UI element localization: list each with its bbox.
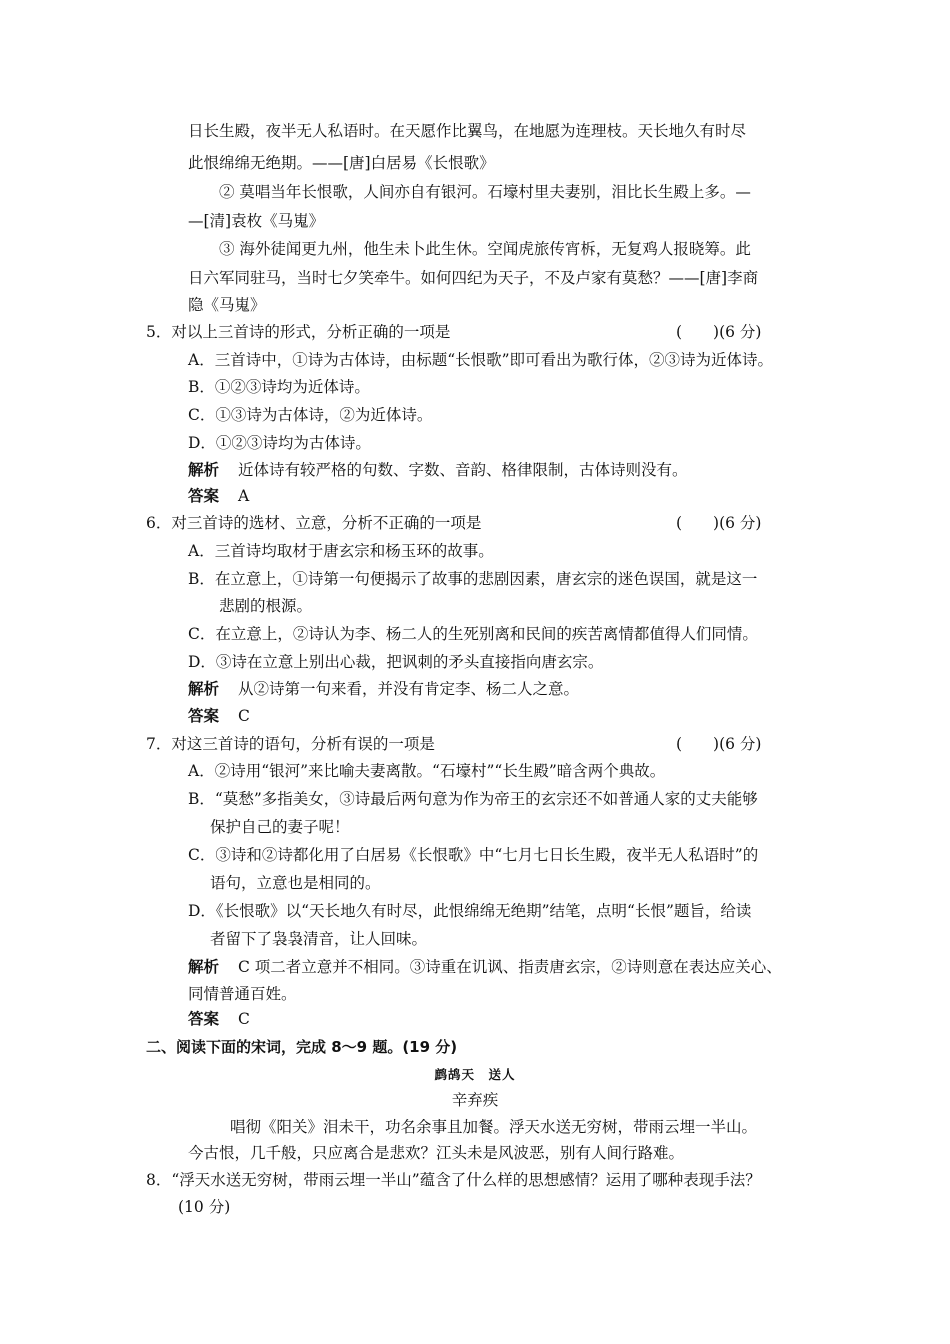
ci-poem-line-1: 唱彻《阳关》泪未干，功名余事且加餐。浮天水送无穷树，带雨云埋一半山。 — [230, 1118, 758, 1136]
poem-1-line-1: 日长生殿，夜半无人私语时。在天愿作比翼鸟，在地愿为连理枝。天长地久有时尽 — [188, 122, 747, 140]
poem-3-line-2: 日六军同驻马，当时七夕笑牵牛。如何四纪为天子，不及卢家有莫愁？——[唐]李商 — [188, 269, 759, 287]
q6-analysis: 从②诗第一句来看，并没有肯定李、杨二人之意。 — [238, 680, 580, 698]
poem-2-line-2: —[清]袁枚《马嵬》 — [188, 212, 325, 230]
q7-answer-label: 答案 — [188, 1009, 220, 1028]
ci-poem-line-2: 今古恨，几千般，只应离合是悲欢？江头未是风波恶，别有人间行路难。 — [188, 1144, 685, 1162]
q7-analysis-line-2: 同情普通百姓。 — [188, 985, 297, 1003]
q8-stem-line-2: (10 分) — [178, 1198, 231, 1216]
q6-stem: 6．对三首诗的选材、立意，分析不正确的一项是 — [146, 514, 482, 532]
poem-3-line-1: ③ 海外徒闻更九州，他生未卜此生休。空闻虎旅传宵柝，无复鸡人报晓筹。此 — [219, 240, 751, 258]
q6-option-b-line-2: 悲剧的根源。 — [219, 597, 313, 615]
q5-points: ( )(6 分) — [676, 323, 762, 341]
q8-stem-line-1: 8．“浮天水送无穷树，带雨云埋一半山”蕴含了什么样的思想感情？运用了哪种表现手法？ — [146, 1171, 761, 1189]
q6-option-b-line-1: B．在立意上，①诗第一句便揭示了故事的悲剧因素，唐玄宗的迷色误国，就是这一 — [188, 570, 758, 588]
q6-option-a: A．三首诗均取材于唐玄宗和杨玉环的故事。 — [188, 542, 494, 560]
q5-answer-label: 答案 — [188, 486, 220, 505]
q7-option-b-line-1: B．“莫愁”多指美女，③诗最后两句意为作为帝王的玄宗还不如普通人家的丈夫能够 — [188, 790, 758, 808]
q7-option-d-line-2: 者留下了袅袅清音，让人回味。 — [210, 930, 428, 948]
ci-poem-title: 鹧鸪天 送人 — [434, 1067, 516, 1082]
q5-answer: A — [238, 487, 250, 505]
q7-option-a: A．②诗用“银河”来比喻夫妻离散。“石壕村”“长生殿”暗含两个典故。 — [188, 762, 666, 780]
q6-points: ( )(6 分) — [676, 514, 762, 532]
q6-option-d: D．③诗在立意上别出心裁，把讽刺的矛头直接指向唐玄宗。 — [188, 653, 604, 671]
q6-option-c: C．在立意上，②诗认为李、杨二人的生死别离和民间的疾苦离情都值得人们同情。 — [188, 625, 758, 643]
ci-poem-author: 辛弃疾 — [451, 1091, 499, 1109]
q6-answer: C — [238, 707, 250, 725]
q6-answer-label: 答案 — [188, 706, 220, 725]
q5-option-a: A．三首诗中，①诗为古体诗，由标题“长恨歌”即可看出为歌行体，②③诗为近体诗。 — [188, 351, 774, 369]
q6-analysis-label: 解析 — [188, 679, 220, 698]
q7-points: ( )(6 分) — [676, 735, 762, 753]
q7-analysis-label: 解析 — [188, 957, 220, 976]
section-2-heading: 二、阅读下面的宋词，完成 8～9 题。(19 分) — [146, 1038, 458, 1056]
q5-analysis: 近体诗有较严格的句数、字数、音韵、格律限制，古体诗则没有。 — [238, 461, 688, 479]
q5-option-c: C．①③诗为古体诗，②为近体诗。 — [188, 406, 433, 424]
q5-option-d: D．①②③诗均为古体诗。 — [188, 434, 371, 452]
q7-option-c-line-2: 语句，立意也是相同的。 — [210, 874, 381, 892]
poem-3-line-3: 隐《马嵬》 — [188, 296, 266, 314]
q7-analysis-line-1: C 项二者立意并不相同。③诗重在讥讽、指责唐玄宗，②诗则意在表达应关心、 — [238, 958, 782, 976]
q7-stem: 7．对这三首诗的语句，分析有误的一项是 — [146, 735, 435, 753]
q7-option-b-line-2: 保护自己的妻子呢！ — [210, 818, 350, 836]
q5-option-b: B．①②③诗均为近体诗。 — [188, 378, 370, 396]
q7-option-c-line-1: C．③诗和②诗都化用了白居易《长恨歌》中“七月七日长生殿，夜半无人私语时”的 — [188, 846, 759, 864]
q7-option-d-line-1: D．《长恨歌》以“天长地久有时尽，此恨绵绵无绝期”结笔，点明“长恨”题旨，给读 — [188, 902, 752, 920]
poem-2-line-1: ② 莫唱当年长恨歌，人间亦自有银河。石壕村里夫妻别，泪比长生殿上多。— — [219, 183, 751, 201]
q5-analysis-label: 解析 — [188, 460, 220, 479]
q7-answer: C — [238, 1010, 250, 1028]
poem-1-line-2: 此恨绵绵无绝期。——[唐]白居易《长恨歌》 — [188, 154, 495, 172]
q5-stem: 5．对以上三首诗的形式，分析正确的一项是 — [146, 323, 451, 341]
